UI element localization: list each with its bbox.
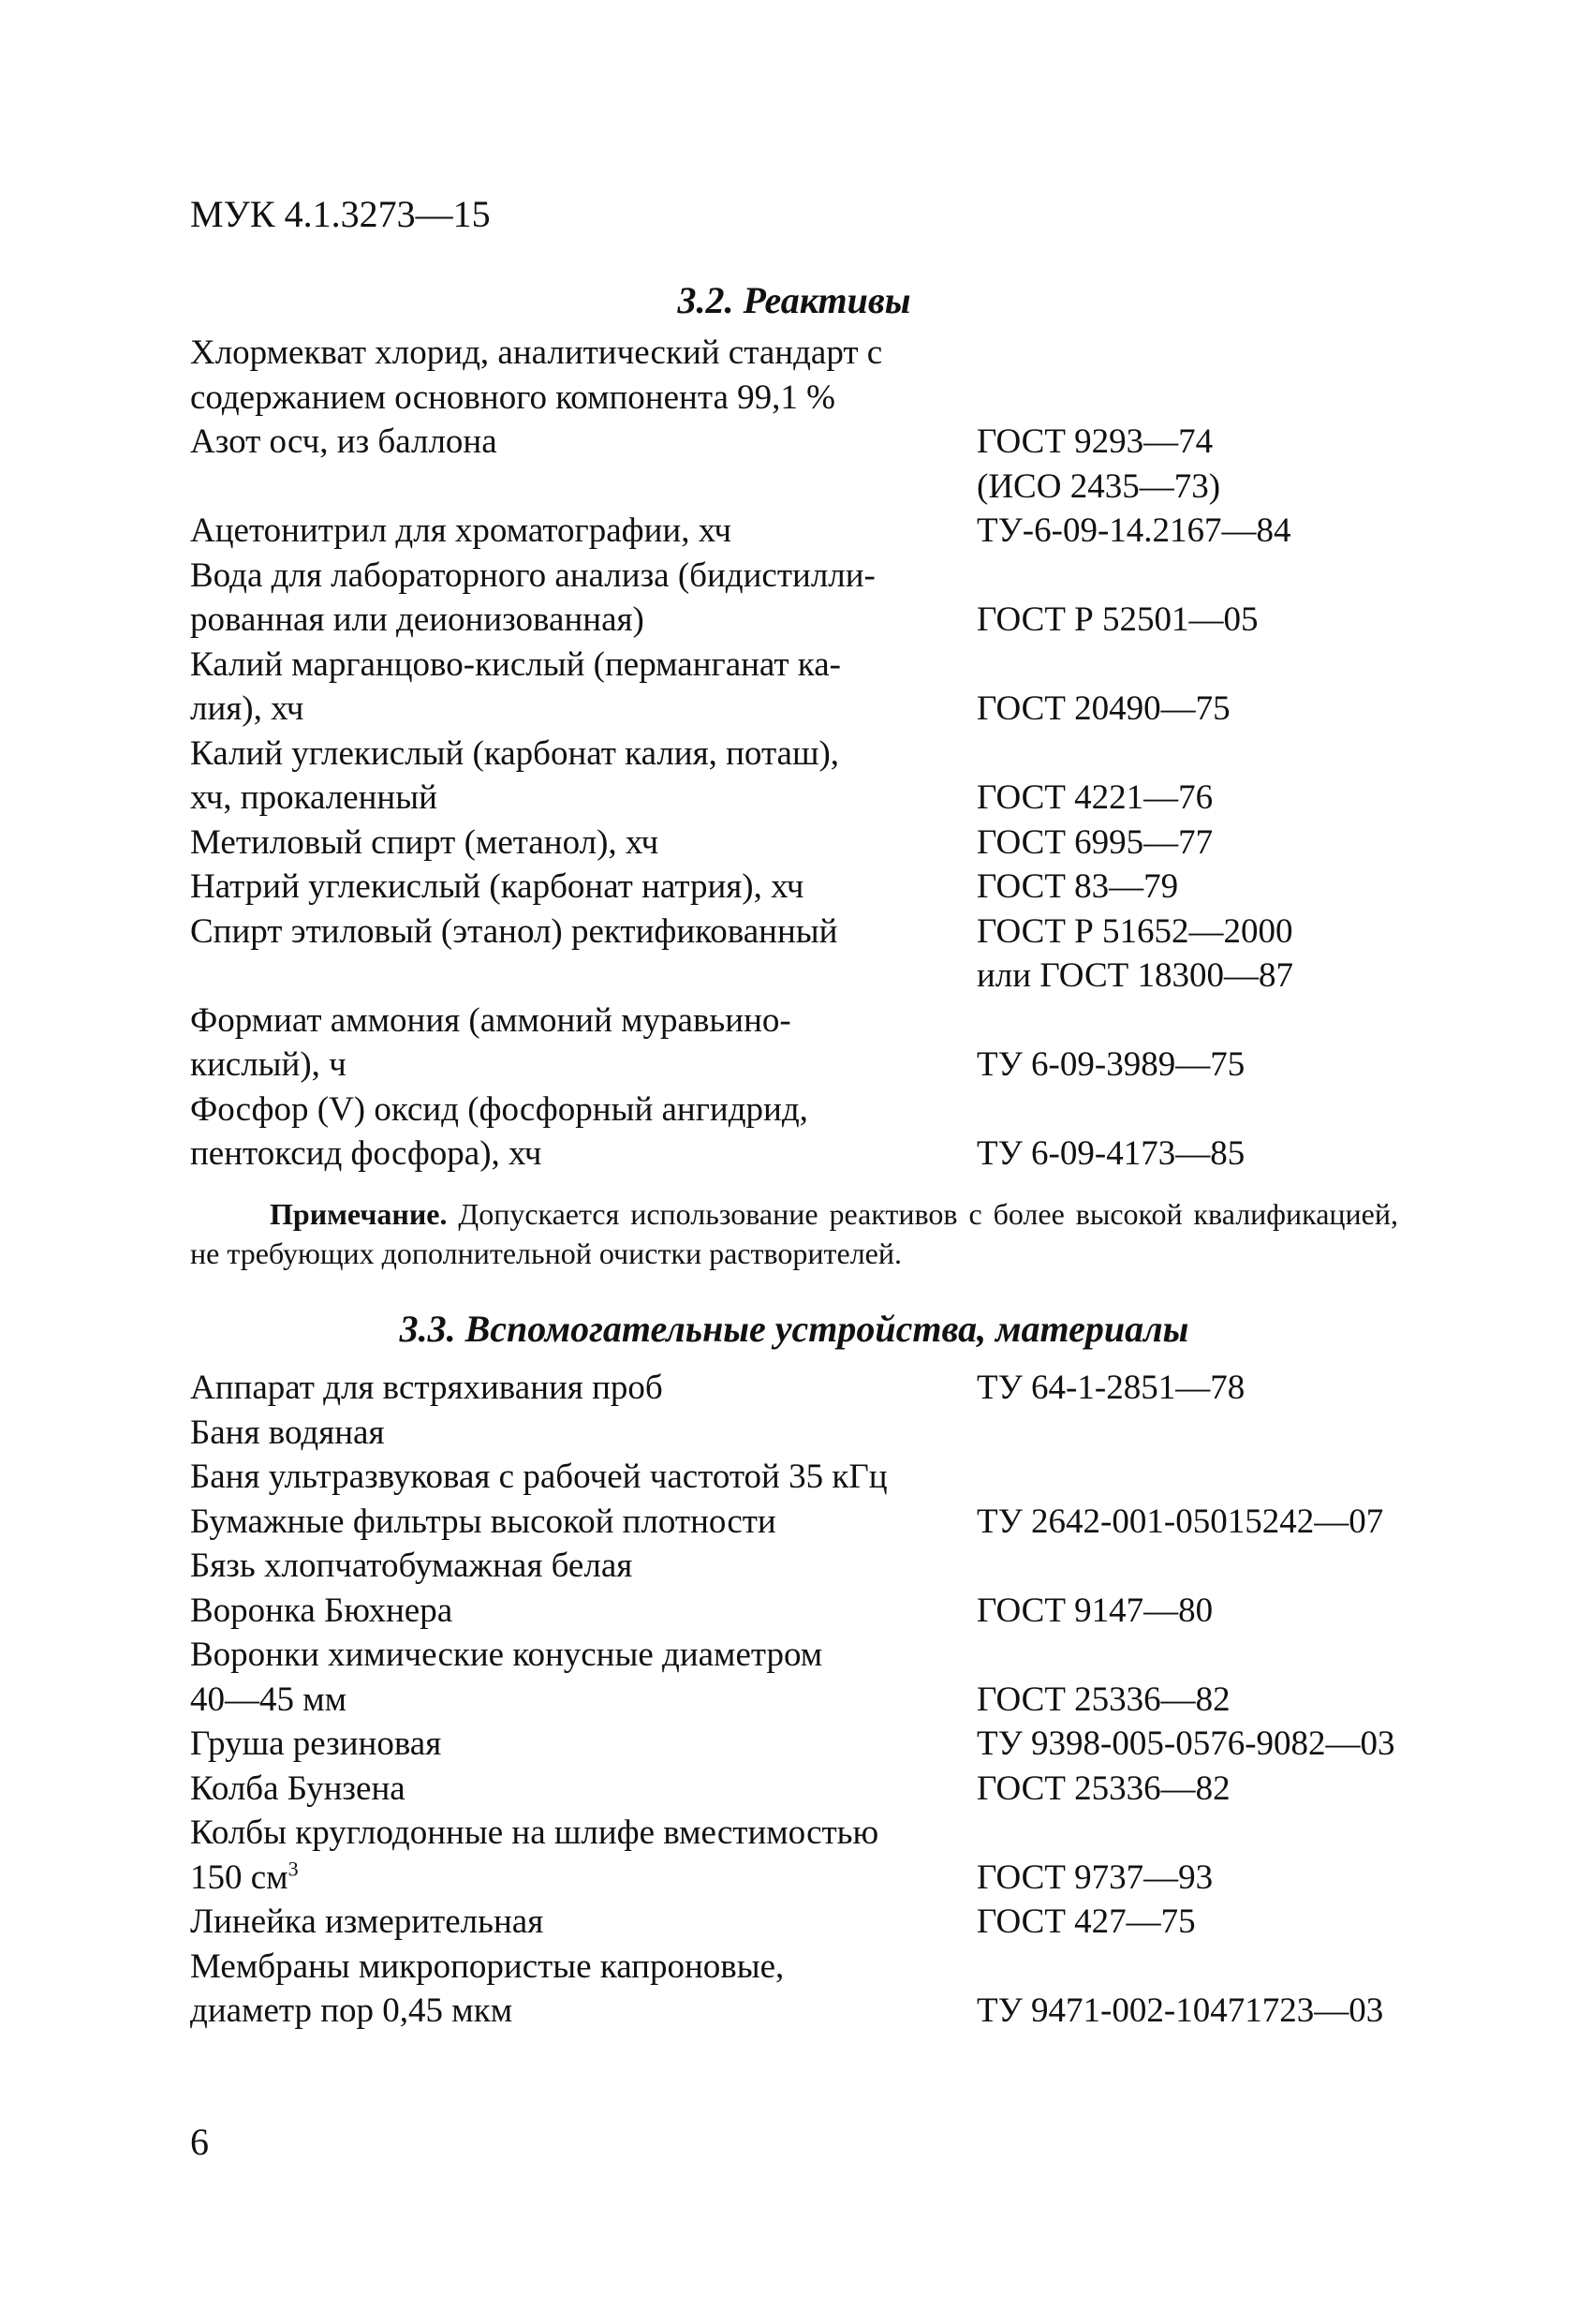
list-item xyxy=(190,1767,1417,1812)
note-label: Примечание. xyxy=(270,1197,448,1231)
list-item xyxy=(190,509,1417,554)
item-name: Воронки химические конусные диаметром 40—45 мм xyxy=(190,1636,823,1719)
item-name: Колба Бунзена xyxy=(190,1769,405,1808)
item-name: Баня ультразвуковая с рабочей частотой 35 кГц xyxy=(190,1458,888,1496)
list-item xyxy=(190,1411,1417,1456)
item-standard: ГОСТ 25336—82 xyxy=(977,1680,1231,1719)
section-number: 3.3. xyxy=(399,1308,456,1350)
item-standard: ГОСТ Р 52501—05 xyxy=(977,600,1259,639)
list-item xyxy=(190,1366,1417,1411)
item-name: Калий марганцово-кислый (перманганат ка- лия), хч xyxy=(190,644,841,728)
item-name: Линейка измерительная xyxy=(190,1902,544,1941)
item-standard: ГОСТ 25336—82 xyxy=(977,1769,1231,1808)
item-name-line2: 150 см xyxy=(190,1858,288,1897)
list-item xyxy=(190,420,1417,509)
superscript-exponent: 3 xyxy=(287,1857,299,1881)
item-name: Мембраны микропористые капроновые, диаметр пор 0,45 мкм xyxy=(190,1947,785,2030)
list-item xyxy=(190,1589,1417,1634)
item-standard: ТУ 9398-005-0576-9082—03 xyxy=(977,1724,1395,1763)
item-name: Натрий углекислый (карбонат натрия), хч xyxy=(190,867,804,906)
item-name: Формиат аммония (аммоний муравьино- кислый), ч xyxy=(190,1000,791,1084)
note-text: Допускается использование реактивов с более высокой квалификацией, не требующих дополнительной очистки растворителей. xyxy=(190,1197,1398,1270)
section-heading: Реактивы xyxy=(743,279,911,321)
item-standard: ГОСТ 6995—77 xyxy=(977,822,1214,862)
list-item xyxy=(190,643,1417,732)
item-name: Калий углекислый (карбонат калия, поташ), хч, прокаленный xyxy=(190,733,840,817)
item-name: Баня водяная xyxy=(190,1413,385,1452)
item-standard: ГОСТ 9737—93 xyxy=(977,1858,1214,1897)
item-standard: ТУ 2642-001-05015242—07 xyxy=(977,1502,1384,1541)
item-standard: ГОСТ Р 51652—2000 или ГОСТ 18300—87 xyxy=(977,911,1293,995)
item-standard: ГОСТ 4221—76 xyxy=(977,778,1214,817)
item-standard: ТУ 9471-002-10471723—03 xyxy=(977,1991,1384,2030)
item-standard: ТУ 6-09-3989—75 xyxy=(977,1045,1246,1084)
item-standard: ГОСТ 9293—74 (ИСО 2435—73) xyxy=(977,422,1221,506)
list-item xyxy=(190,910,1417,999)
document-code: МУК 4.1.3273—15 xyxy=(190,193,491,235)
item-name: Фосфор (V) оксид (фосфорный ангидрид, пентоксид фосфора), хч xyxy=(190,1089,808,1173)
item-name: Бумажные фильтры высокой плотности xyxy=(190,1502,776,1541)
list-item xyxy=(190,1811,1417,1900)
list-item xyxy=(190,1544,1417,1589)
list-item xyxy=(190,331,1417,420)
list-item xyxy=(190,1455,1417,1500)
item-standard: ГОСТ 20490—75 xyxy=(977,689,1231,728)
item-name: Вода для лабораторного анализа (бидистилли- рованная или деионизованная) xyxy=(190,555,876,639)
reagents-list xyxy=(190,331,1417,1177)
item-standard: ТУ 64-1-2851—78 xyxy=(977,1369,1246,1407)
list-item xyxy=(190,865,1417,910)
list-item xyxy=(190,554,1417,643)
note xyxy=(190,1194,1398,1273)
item-name-line1: Колбы круглодонные на шлифе вместимостью xyxy=(190,1813,879,1852)
list-item xyxy=(190,999,1417,1088)
item-standard: ТУ 6-09-4173—85 xyxy=(977,1134,1246,1173)
section-title-equipment xyxy=(190,1307,1398,1352)
equipment-list xyxy=(190,1366,1417,2034)
list-item xyxy=(190,1945,1417,2034)
list-item xyxy=(190,1633,1417,1722)
section-title-reagents xyxy=(190,278,1398,323)
item-standard: ГОСТ 9147—80 xyxy=(977,1591,1214,1630)
list-item xyxy=(190,732,1417,821)
item-standard: ТУ-6-09-14.2167—84 xyxy=(977,511,1291,550)
list-item xyxy=(190,821,1417,866)
item-name: Метиловый спирт (метанол), хч xyxy=(190,822,659,862)
list-item xyxy=(190,1900,1417,1945)
item-name: Спирт этиловый (этанол) ректификованный xyxy=(190,911,838,951)
item-name: Бязь хлопчатобумажная белая xyxy=(190,1547,633,1585)
item-name: Азот осч, из баллона xyxy=(190,422,497,461)
item-standard: ГОСТ 427—75 xyxy=(977,1902,1196,1941)
section-number: 3.2. xyxy=(677,279,734,321)
list-item xyxy=(190,1088,1417,1177)
item-name xyxy=(190,1811,977,1900)
item-name: Груша резиновая xyxy=(190,1724,442,1763)
section-heading: Вспомогательные устройства, материалы xyxy=(464,1308,1189,1350)
page-number: 6 xyxy=(190,2121,209,2163)
item-name: Воронка Бюхнера xyxy=(190,1591,453,1630)
item-name: Аппарат для встряхивания проб xyxy=(190,1369,663,1407)
list-item xyxy=(190,1500,1417,1545)
item-name: Ацетонитрил для хроматографии, хч xyxy=(190,511,731,550)
item-name: Хлормекват хлорид, аналитический стандарт с содержанием основного компонента 99,1 % xyxy=(190,333,883,417)
item-standard: ГОСТ 83—79 xyxy=(977,867,1179,906)
list-item xyxy=(190,1722,1417,1767)
